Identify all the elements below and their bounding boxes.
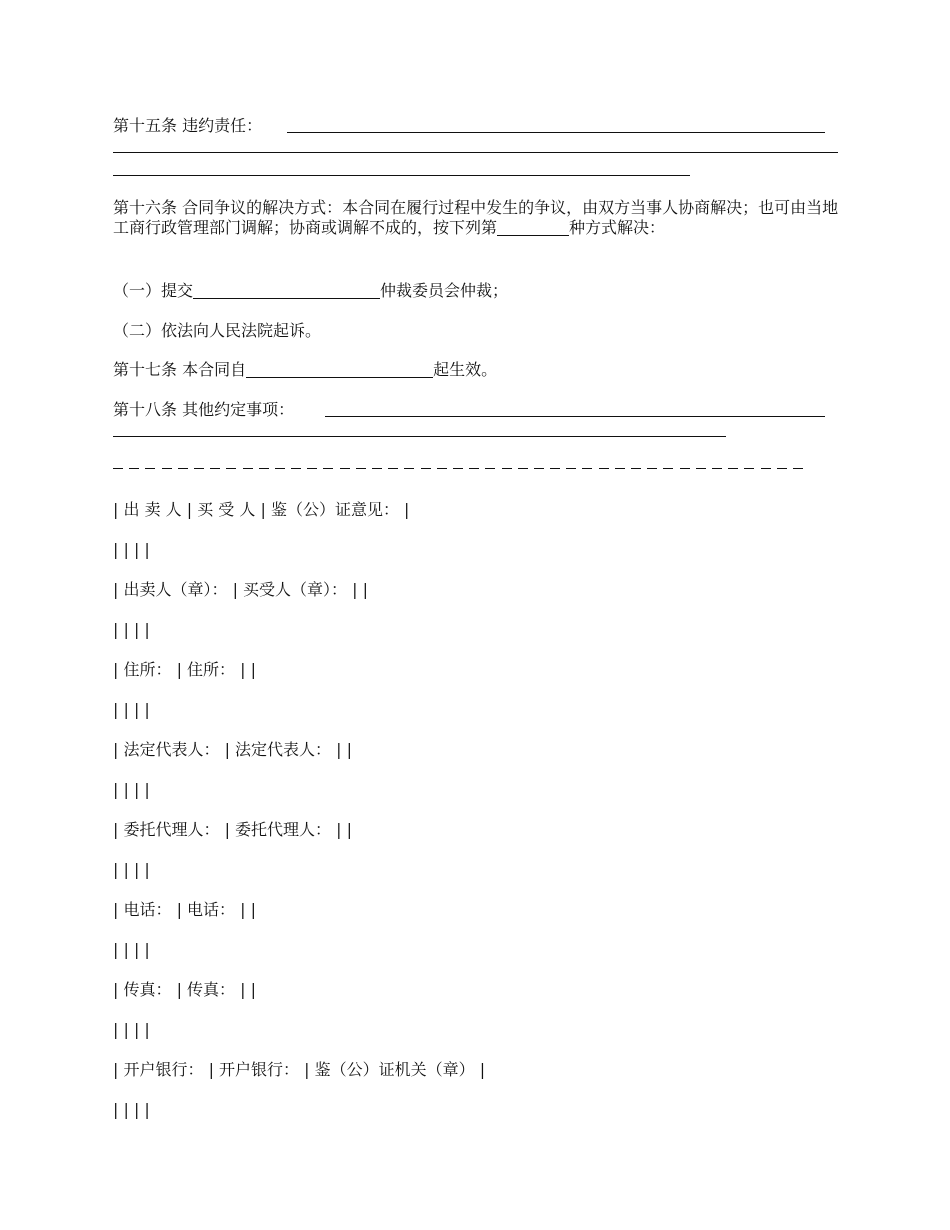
signature-table-empty-row: | | | | [113, 620, 150, 639]
article-16-text-2: 种方式解决： [569, 218, 666, 237]
article-18-label: 第十八条 其他约定事项： [113, 400, 295, 419]
arbitration-committee-blank[interactable] [193, 282, 380, 299]
option-1-suffix: 仲裁委员会仲裁； [380, 281, 509, 300]
article-15-blank-line-3[interactable] [113, 175, 690, 176]
signature-table-empty-row: | | | | [113, 940, 150, 959]
article-16-paragraph [113, 198, 840, 238]
article-15-label: 第十五条 违约责任： [113, 116, 263, 135]
signature-row-address: | 住所： | 住所： | | [113, 660, 256, 679]
article-16-option-2: （二）依法向人民法院起诉。 [113, 321, 322, 340]
signature-row-fax: | 传真： | 传真： | | [113, 980, 256, 999]
signature-row-legal-representative: | 法定代表人： | 法定代表人： | | [113, 740, 352, 759]
article-18-blank-line-1[interactable] [325, 416, 825, 417]
article-16-option-1 [113, 281, 508, 301]
article-17-line [113, 360, 497, 380]
signature-row-bank: | 开户银行： | 开户银行： | 鉴（公）证机关（章） | [113, 1060, 486, 1079]
article-18-blank-line-2[interactable] [113, 436, 726, 437]
signature-table-empty-row: | | | | [113, 1100, 150, 1119]
signature-row-agent: | 委托代理人： | 委托代理人： | | [113, 820, 352, 839]
article-15-blank-line-1[interactable] [287, 132, 825, 133]
signature-row-phone: | 电话： | 电话： | | [113, 900, 256, 919]
article-17-prefix: 第十七条 本合同自 [113, 360, 247, 379]
option-1-prefix: （一）提交 [113, 281, 194, 300]
signature-table-empty-row: | | | | [113, 1020, 150, 1039]
signature-table-empty-row: | | | | [113, 540, 150, 559]
article-16-method-blank[interactable] [497, 219, 569, 236]
signature-table-header: | 出 卖 人 | 买 受 人 | 鉴（公）证意见： | [113, 500, 410, 519]
article-16-text-1: 第十六条 合同争议的解决方式：本合同在履行过程中发生的争议，由双方当事人协商解决；也可由当地工商行政管理部门调解；协商或调解不成的，按下列第 [113, 198, 839, 237]
signature-table-empty-row: | | | | [113, 780, 150, 799]
signature-table-empty-row: | | | | [113, 700, 150, 719]
effective-date-blank[interactable] [246, 361, 433, 378]
signature-table-empty-row: | | | | [113, 860, 150, 879]
signature-row-seal: | 出卖人（章）： | 买受人（章）： | | [113, 580, 368, 599]
dashed-separator [113, 458, 803, 478]
article-15-blank-line-2[interactable] [113, 152, 838, 153]
article-17-suffix: 起生效。 [433, 360, 498, 379]
